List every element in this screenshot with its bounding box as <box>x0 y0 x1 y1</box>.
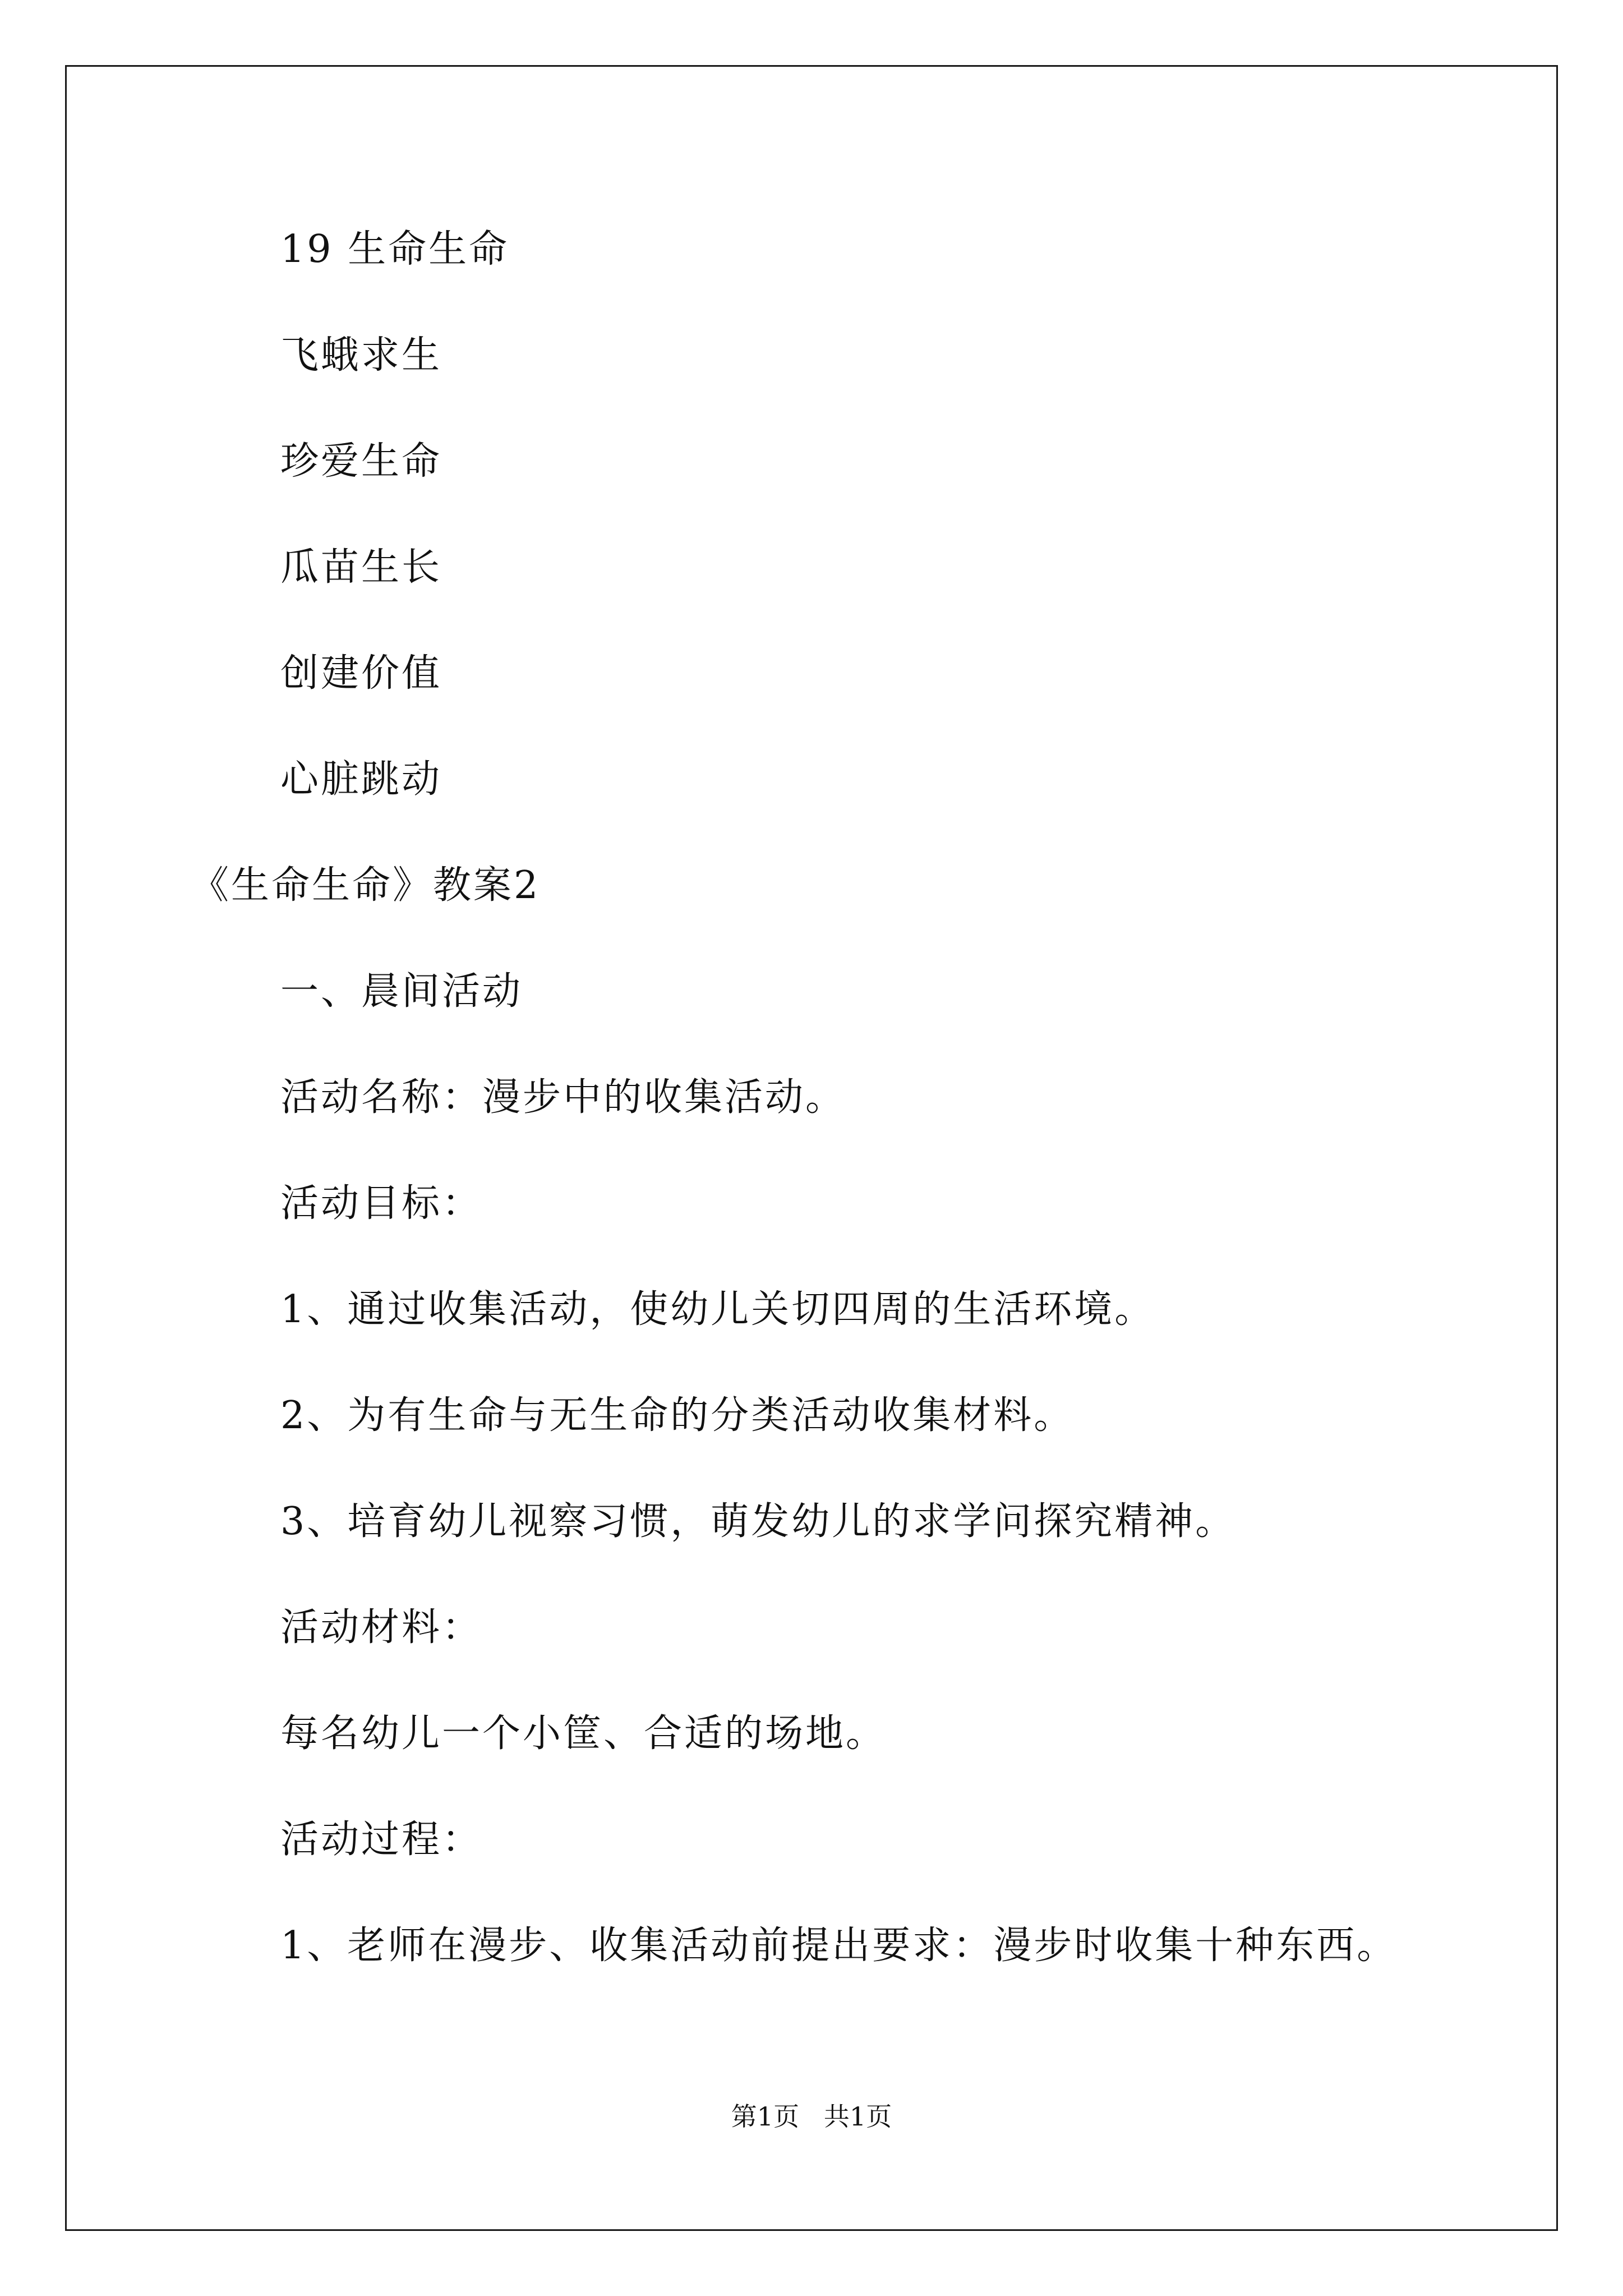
lesson-title-line: 19 生命生命 <box>280 227 510 272</box>
subsection-heading: 一、晨间活动 <box>280 969 523 1014</box>
section-heading: 《生命生命》教案2 <box>191 863 541 908</box>
text-line: 飞蛾求生 <box>280 333 442 378</box>
text-line: 创建价值 <box>280 651 442 696</box>
text-line: 3、培育幼儿视察习惯，萌发幼儿的求学问探究精神。 <box>280 1499 1236 1544</box>
text-line: 瓜苗生长 <box>280 545 442 590</box>
text-line: 活动目标： <box>280 1181 483 1226</box>
text-line: 每名幼儿一个小筐、合适的场地。 <box>280 1711 887 1756</box>
text-line: 活动过程： <box>280 1818 483 1862</box>
text-line: 1、老师在漫步、收集活动前提出要求：漫步时收集十种东西。 <box>280 1924 1398 1968</box>
text-line: 1、通过收集活动，使幼儿关切四周的生活环境。 <box>280 1287 1155 1332</box>
page-border <box>65 65 1558 2231</box>
text-line: 心脏跳动 <box>280 757 442 802</box>
text-line: 珍爱生命 <box>280 439 442 484</box>
page-number-footer: 第1页 共1页 <box>731 2101 892 2132</box>
text-line: 2、为有生命与无生命的分类活动收集材料。 <box>280 1393 1075 1438</box>
text-line: 活动材料： <box>280 1605 483 1650</box>
text-line: 活动名称：漫步中的收集活动。 <box>280 1075 846 1120</box>
